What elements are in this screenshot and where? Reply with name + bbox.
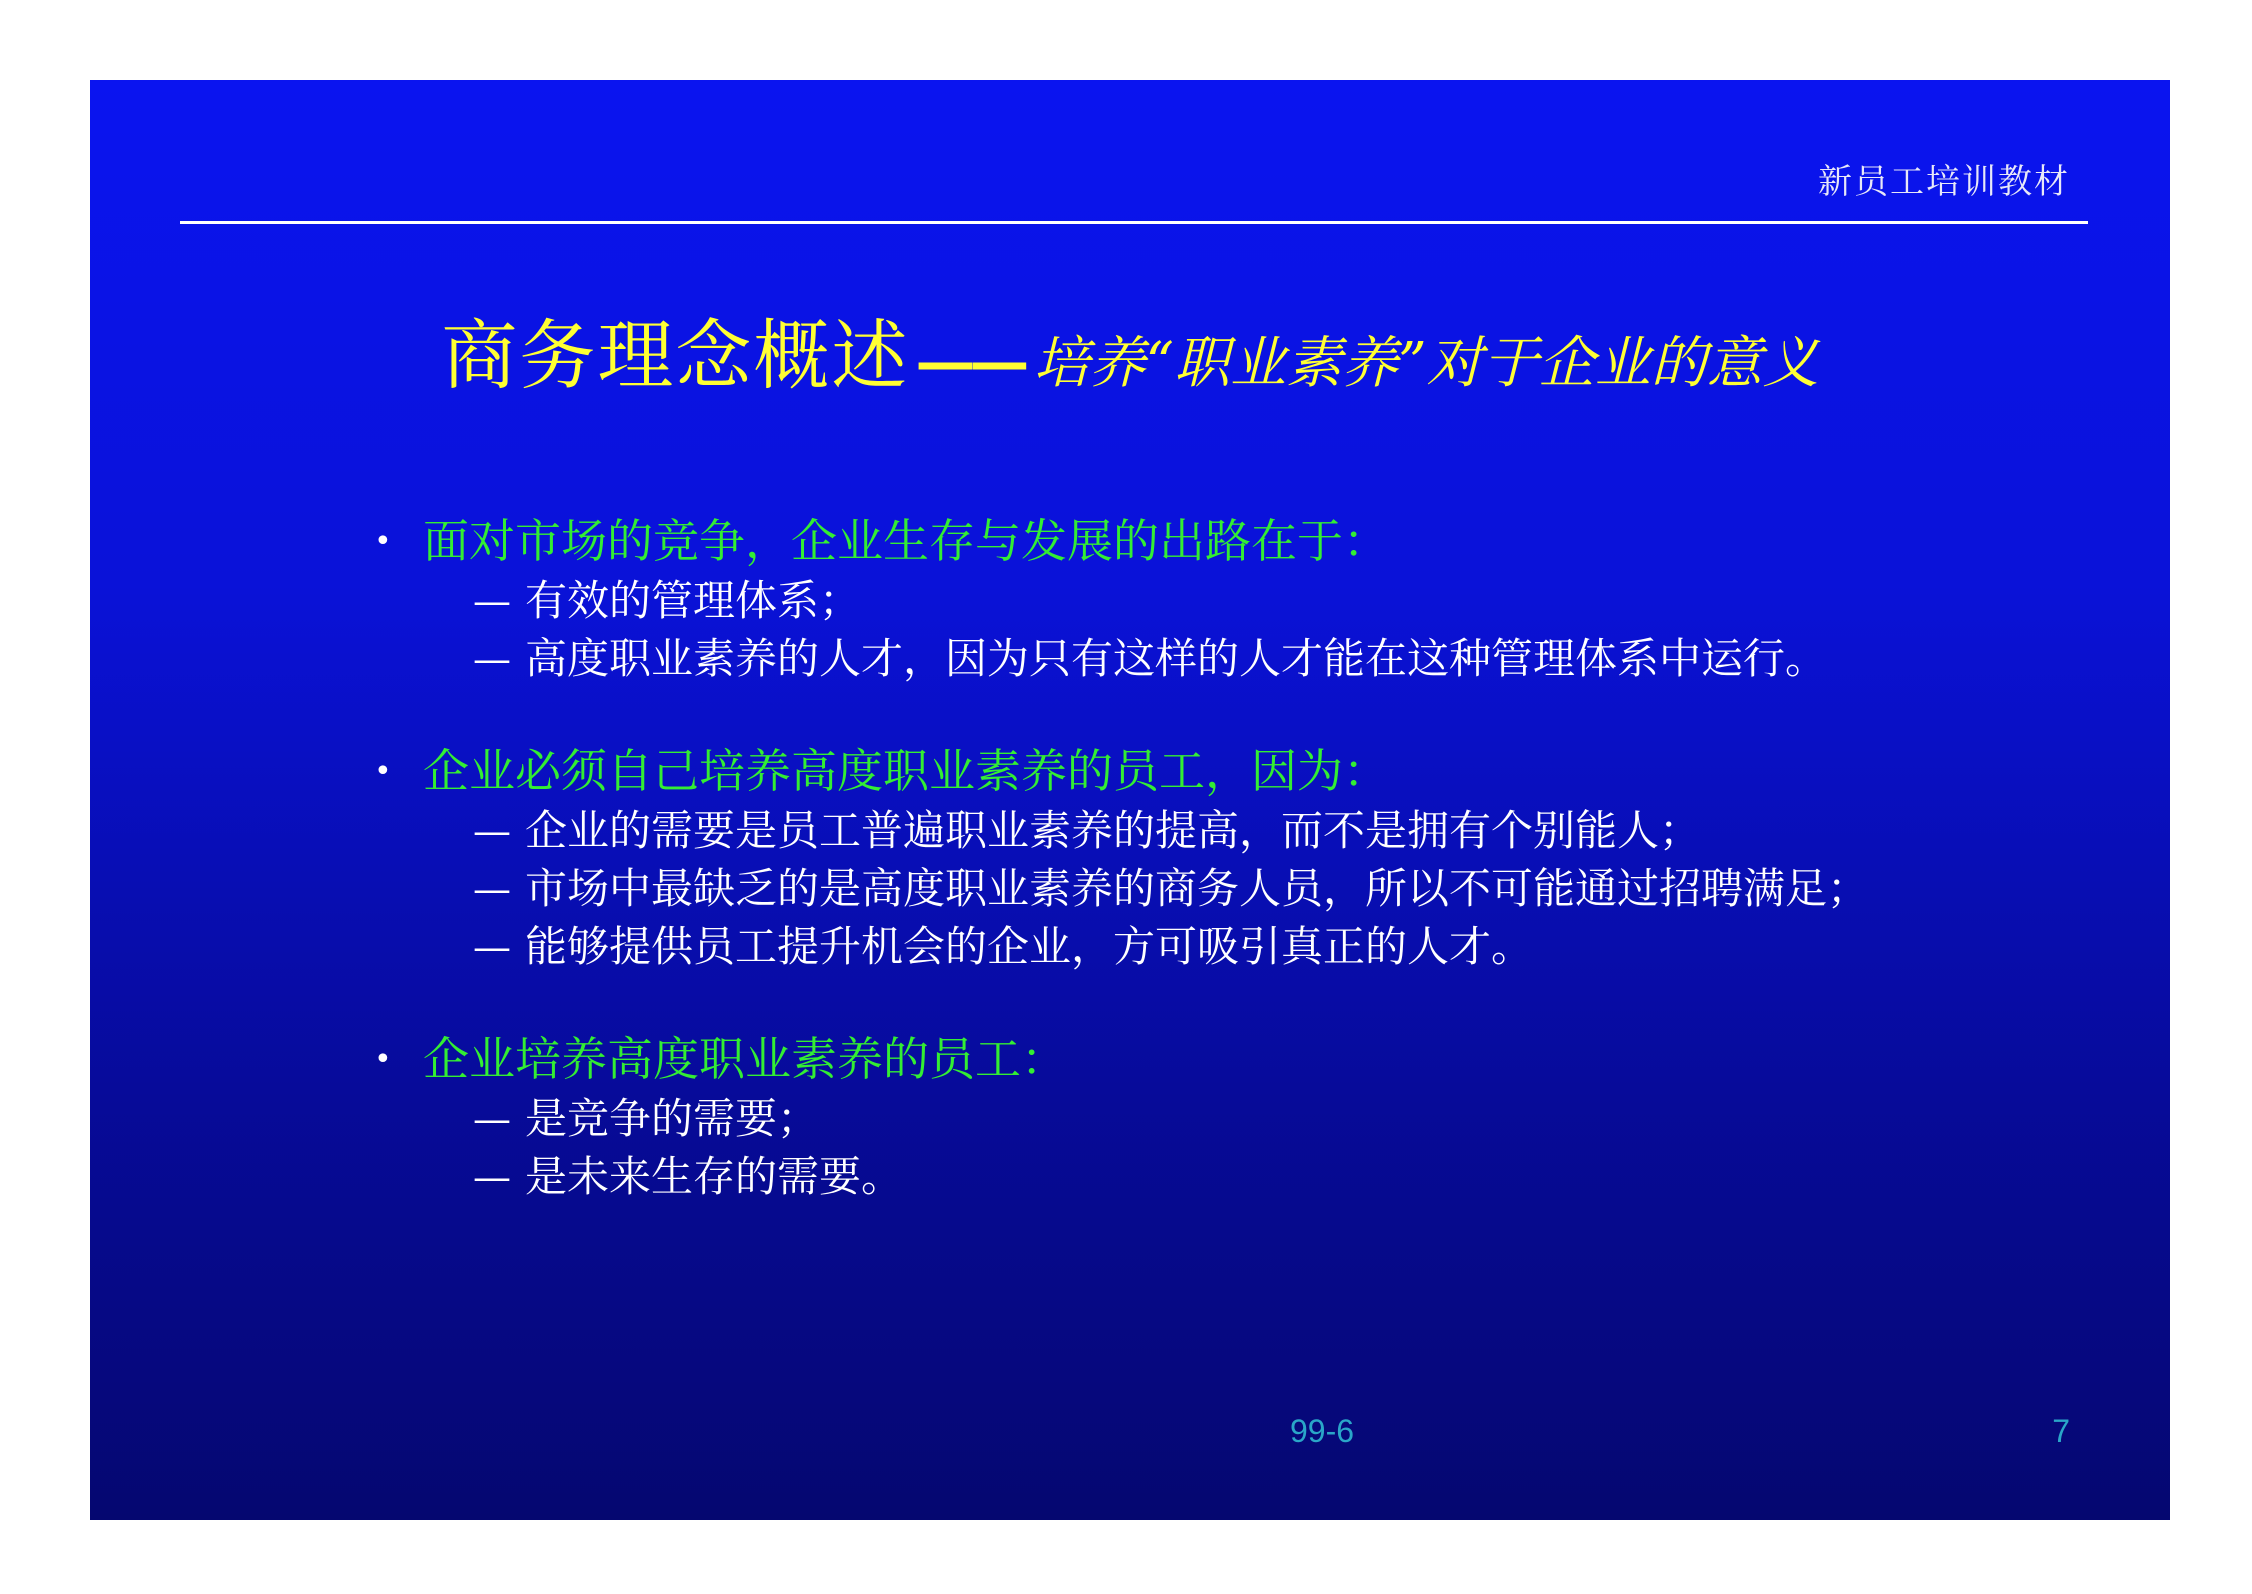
slide — [90, 80, 2170, 1520]
sub-item-text: 能够提供员工提升机会的企业，方可吸引真正的人才。 — [525, 922, 1534, 971]
dash-icon: — — [473, 1155, 511, 1199]
header-divider — [180, 221, 2088, 224]
title-subtitle: 培养“职业素养”对于企业的意义 — [1033, 331, 1819, 396]
sub-item — [423, 630, 2110, 688]
sub-item — [423, 802, 2110, 860]
dash-icon: — — [473, 637, 511, 681]
title-dash: —— — [915, 327, 1024, 397]
bullet-heading: 面对市场的竞争，企业生存与发展的出路在于： — [423, 514, 1389, 568]
sub-item-text: 高度职业素养的人才，因为只有这样的人才能在这种管理体系中运行。 — [525, 634, 1828, 683]
dash-icon: — — [473, 867, 511, 911]
dash-icon: — — [473, 1097, 511, 1141]
title-main: 商务理念概述 — [441, 311, 910, 400]
bullet-item — [370, 740, 2110, 976]
dash-icon: — — [473, 925, 511, 969]
bullet-heading: 企业培养高度职业素养的员工： — [423, 1032, 1067, 1086]
sub-item — [423, 1090, 2110, 1148]
sub-item — [423, 918, 2110, 976]
bullet-dot-icon: • — [374, 1042, 392, 1077]
sub-item — [423, 860, 2110, 918]
sub-item-text: 是未来生存的需要。 — [525, 1152, 904, 1201]
bullet-list — [370, 510, 2110, 1258]
dash-icon: — — [473, 809, 511, 853]
slide-title — [90, 295, 2170, 404]
sub-item-text: 是竞争的需要； — [525, 1094, 820, 1143]
page-number: 7 — [2052, 1413, 2070, 1449]
sub-item-text: 有效的管理体系； — [525, 576, 862, 625]
footer-code: 99-6 — [1290, 1413, 1355, 1449]
bullet-heading: 企业必须自己培养高度职业素养的员工，因为： — [423, 744, 1389, 798]
bullet-item — [370, 510, 2110, 688]
bullet-dot-icon: • — [374, 754, 392, 789]
dash-icon: — — [473, 579, 511, 623]
sub-item — [423, 572, 2110, 630]
sub-item — [423, 1148, 2110, 1206]
header-label: 新员工培训教材 — [1818, 162, 2070, 202]
sub-item-text: 市场中最缺乏的是高度职业素养的商务人员，所以不可能通过招聘满足； — [525, 864, 1870, 913]
bullet-item — [370, 1028, 2110, 1206]
bullet-dot-icon: • — [374, 524, 392, 559]
sub-item-text: 企业的需要是员工普遍职业素养的提高，而不是拥有个别能人； — [525, 806, 1702, 855]
